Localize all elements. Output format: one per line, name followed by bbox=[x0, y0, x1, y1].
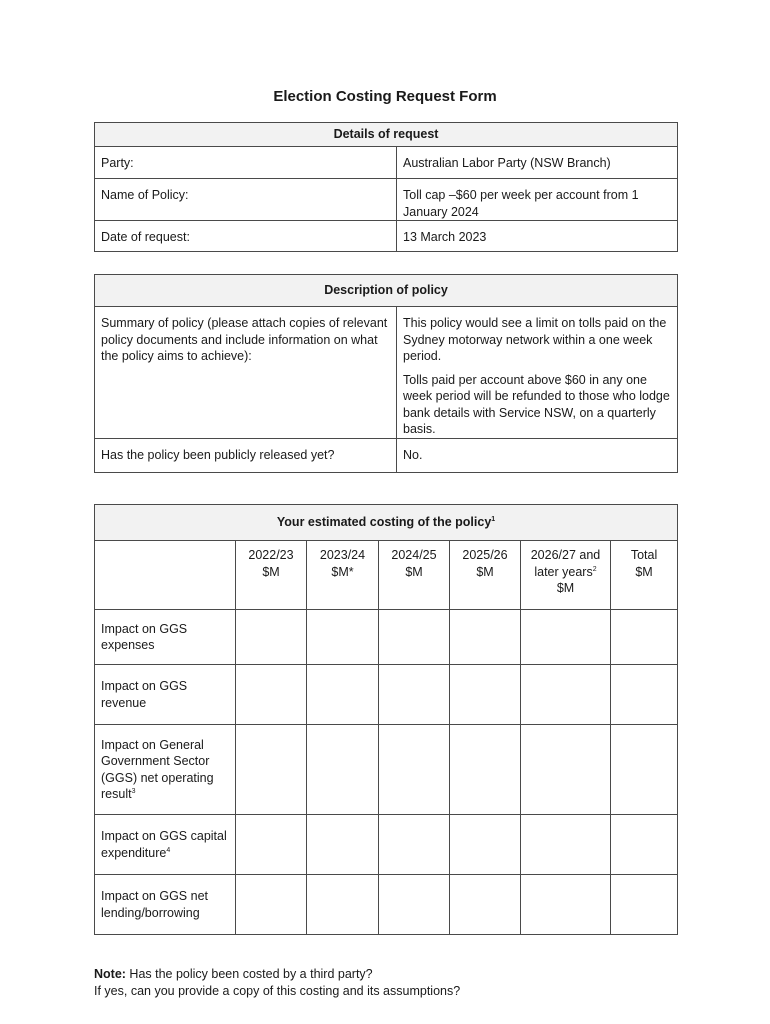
date-label: Date of request: bbox=[95, 221, 397, 252]
input-cell[interactable] bbox=[450, 725, 521, 815]
row-label-net-operating-result: Impact on General Government Sector (GGS) net operating result$^3$ bbox=[95, 725, 236, 815]
input-cell[interactable] bbox=[236, 875, 307, 935]
column-header-2022-23: 2022/23 $M bbox=[236, 541, 307, 610]
party-label: Party: bbox=[95, 147, 397, 179]
input-cell[interactable] bbox=[521, 610, 611, 665]
input-cell[interactable] bbox=[450, 610, 521, 665]
input-cell[interactable] bbox=[307, 815, 379, 875]
input-cell[interactable] bbox=[521, 815, 611, 875]
table-row bbox=[95, 665, 678, 725]
released-label: Has the policy been publicly released yet? bbox=[95, 438, 397, 472]
input-cell[interactable] bbox=[307, 725, 379, 815]
input-cell[interactable] bbox=[236, 725, 307, 815]
input-cell[interactable] bbox=[236, 610, 307, 665]
summary-paragraph: This policy would see a limit on tolls paid on the Sydney motorway network within a one week period. bbox=[403, 316, 667, 363]
input-cell[interactable] bbox=[450, 815, 521, 875]
costing-header bbox=[95, 505, 678, 541]
costing-table bbox=[94, 504, 678, 935]
note-label: Note: bbox=[94, 967, 126, 981]
input-cell[interactable] bbox=[379, 610, 450, 665]
input-cell[interactable] bbox=[611, 610, 678, 665]
input-cell[interactable] bbox=[611, 875, 678, 935]
table-row bbox=[95, 725, 678, 815]
input-cell[interactable] bbox=[236, 815, 307, 875]
summary-label: Summary of policy (please attach copies of relevant policy documents and include information on what the policy aims to achieve): bbox=[95, 307, 397, 439]
note-line-2: If yes, can you provide a copy of this costing and its assumptions? bbox=[94, 984, 461, 998]
summary-value bbox=[397, 307, 678, 439]
input-cell[interactable] bbox=[450, 875, 521, 935]
note-line-1: Has the policy been costed by a third party? bbox=[125, 967, 373, 981]
input-cell[interactable] bbox=[450, 665, 521, 725]
input-cell[interactable] bbox=[236, 665, 307, 725]
description-table bbox=[94, 274, 678, 473]
summary-paragraph: Tolls paid per account above $60 in any one week period will be refunded to those who lodge bank details with Service NSW, on a quarterly basis. bbox=[403, 372, 670, 436]
note bbox=[94, 966, 460, 1000]
policy-name-label: Name of Policy: bbox=[95, 179, 397, 221]
row-label-capital-expenditure: Impact on GGS capital expenditure$^4$ bbox=[95, 815, 236, 875]
row-label-net-lending-borrowing: Impact on GGS net lending/borrowing bbox=[95, 875, 236, 935]
table-row bbox=[95, 815, 678, 875]
table-row bbox=[95, 875, 678, 935]
released-value: No. bbox=[397, 438, 678, 472]
party-value: Australian Labor Party (NSW Branch) bbox=[397, 147, 678, 179]
table-row bbox=[95, 610, 678, 665]
input-cell[interactable] bbox=[611, 665, 678, 725]
costing-header-footnote: 1 bbox=[491, 516, 496, 524]
corner-cell bbox=[95, 541, 236, 610]
form-title: Election Costing Request Form bbox=[273, 88, 497, 105]
input-cell[interactable] bbox=[379, 875, 450, 935]
row-label-ggs-expenses: Impact on GGS expenses bbox=[95, 610, 236, 665]
input-cell[interactable] bbox=[379, 815, 450, 875]
column-header-2024-25: 2024/25 $M bbox=[379, 541, 450, 610]
input-cell[interactable] bbox=[521, 665, 611, 725]
input-cell[interactable] bbox=[521, 875, 611, 935]
description-header: Description of policy bbox=[95, 275, 678, 307]
policy-name-value: Toll cap –$60 per week per account from 1 January 2024 bbox=[397, 179, 678, 221]
input-cell[interactable] bbox=[521, 725, 611, 815]
input-cell[interactable] bbox=[379, 725, 450, 815]
column-header-2023-24: 2023/24 $M* bbox=[307, 541, 379, 610]
input-cell[interactable] bbox=[307, 665, 379, 725]
input-cell[interactable] bbox=[307, 875, 379, 935]
input-cell[interactable] bbox=[307, 610, 379, 665]
row-label-ggs-revenue: Impact on GGS revenue bbox=[95, 665, 236, 725]
input-cell[interactable] bbox=[379, 665, 450, 725]
input-cell[interactable] bbox=[611, 725, 678, 815]
column-header-total: Total $M bbox=[611, 541, 678, 610]
details-table bbox=[94, 122, 678, 252]
column-header-2026-27-later: 2026/27 and later years$^2$ $M bbox=[521, 541, 611, 610]
input-cell[interactable] bbox=[611, 815, 678, 875]
date-value: 13 March 2023 bbox=[397, 221, 678, 252]
costing-header-text: Your estimated costing of the policy bbox=[276, 515, 492, 530]
details-header: Details of request bbox=[95, 123, 678, 147]
column-header-2025-26: 2025/26 $M bbox=[450, 541, 521, 610]
